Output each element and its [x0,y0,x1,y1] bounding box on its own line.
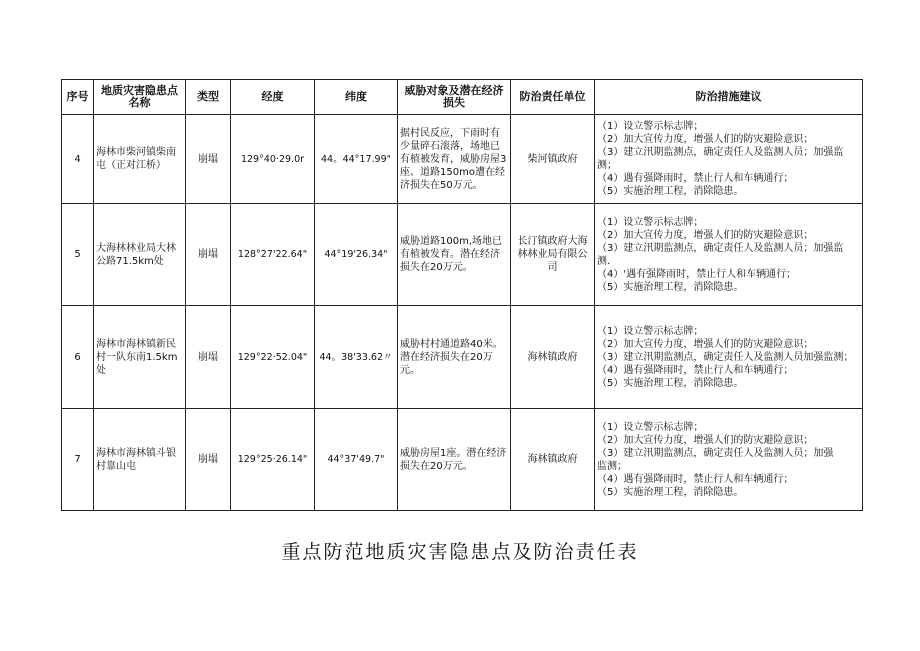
header-type: 类型 [186,80,231,115]
row-type: 崩塌 [186,306,231,409]
measure-item: （1）设立警示标志牌； [597,216,704,228]
row-latitude: 44。44°17.99" [315,115,398,204]
measure-item: （5）实施治理工程，消除隐患。 [597,281,744,293]
row-measures [595,306,863,409]
header-unit: 防治责任单位 [511,80,595,115]
measure-item: （2）加大宣传力度，增强人们的防灾避险意识； [597,134,814,145]
row-unit: 海林镇政府 [511,306,595,409]
row-type: 崩塌 [186,204,231,306]
row-longitude: 128°27'22.64" [231,204,315,306]
row-unit: 长汀镇政府大海林林业局有限公司 [511,204,595,306]
measure-item: （3）建立汛期监测点，确定责任人及监测人员；加强 [597,447,834,459]
header-measures: 防治措施建议 [595,80,863,115]
row-measures [595,409,863,511]
measure-item: （4）遇有强降雨时，禁止行人和车辆通行； [597,473,794,485]
header-location: 地质灾害隐患点名称 [94,80,186,115]
row-no: 6 [62,306,94,409]
row-measures [595,204,863,306]
row-threat: 威胁道路100m,场地已有植被发育。潜在经济损失在20万元。 [398,204,511,306]
row-latitude: 44。38'33.62〃 [315,306,398,409]
row-unit: 柴河镇政府 [511,115,595,204]
row-type: 崩塌 [186,115,231,204]
header-threat: 威胁对象及潜在经济损失 [398,80,511,115]
row-threat: 威胁村村通道路40米。潜在经济损失在20万元。 [398,306,511,409]
table-row [62,204,863,306]
row-unit: 海林镇政府 [511,409,595,511]
measure-item: （3）建立汛期监测点，确定责任人及监测人员；加强监 [597,147,844,158]
measure-item: （2）加大宣传力度，增强人们的防灾避险意识； [597,434,814,446]
measure-item: （5）实施治理工程，消除隐患。 [597,486,744,498]
measure-item: （4）遇有强降雨时，禁止行人和车辆通行； [597,364,794,376]
row-threat: 威胁房屋1座。潜在经济损失在20万元。 [398,409,511,511]
row-measures [595,115,863,204]
header-no: 序号 [62,80,94,115]
row-location: 海林市海林镇新民村一队东南1.5km处 [94,306,186,409]
row-no: 5 [62,204,94,306]
row-no: 4 [62,115,94,204]
measure-item: 监测； [597,460,627,472]
row-latitude: 44°19'26.34" [315,204,398,306]
header-row [62,80,863,115]
row-latitude: 44°37'49.7" [315,409,398,511]
measure-item: （1）设立警示标志牌； [597,121,704,132]
row-longitude: 129°25·26.14" [231,409,315,511]
table-row [62,306,863,409]
row-no: 7 [62,409,94,511]
row-location: 海林市海林镇斗银村靠山屯 [94,409,186,511]
measure-item: （2）加大宣传力度，增强人们的防灾避险意识； [597,338,814,350]
header-longitude: 经度 [231,80,315,115]
table-row [62,115,863,204]
measure-item: （4）'遇有强降雨时，禁止行人和车辆通行； [597,268,797,280]
measure-item: （3）建立汛期监测点，确定责任人及监测人员加强监测； [597,351,854,363]
measure-item: （1）设立警示标志牌； [597,421,704,433]
row-location: 海林市柴河镇柴南屯（正对江桥） [94,115,186,204]
measure-item: （4）遇有强降雨时，禁止行人和车辆通行； [597,173,794,184]
measure-item: （2）加大宣传力度，增强人们的防灾避险意识； [597,229,814,241]
row-location: 大海林林业局大林公路71.5km处 [94,204,186,306]
hazard-table [61,79,863,511]
measure-item: （1）设立警示标志牌； [597,325,704,337]
row-longitude: 129°22·52.04" [231,306,315,409]
measure-item: （5）实施治理工程，消除隐患。 [597,186,744,197]
header-latitude: 纬度 [315,80,398,115]
measure-item: 测； [597,160,617,171]
table-row [62,409,863,511]
measure-item: （3）建立汛期监测点，确定责任人及监测人员；加强监 [597,242,844,254]
row-type: 崩塌 [186,409,231,511]
page-title: 重点防范地质灾害隐患点及防治责任表 [281,541,639,563]
measure-item: （5）实施治理工程，消除隐患。 [597,377,744,389]
row-longitude: 129°40·29.0r [231,115,315,204]
row-threat: 据村民反应，下雨时有少量碎石滚落，场地已有植被发育，威胁房屋3座、道路150mo遭在经济损失在50万元。 [398,115,511,204]
measure-item: 测. [597,255,611,267]
